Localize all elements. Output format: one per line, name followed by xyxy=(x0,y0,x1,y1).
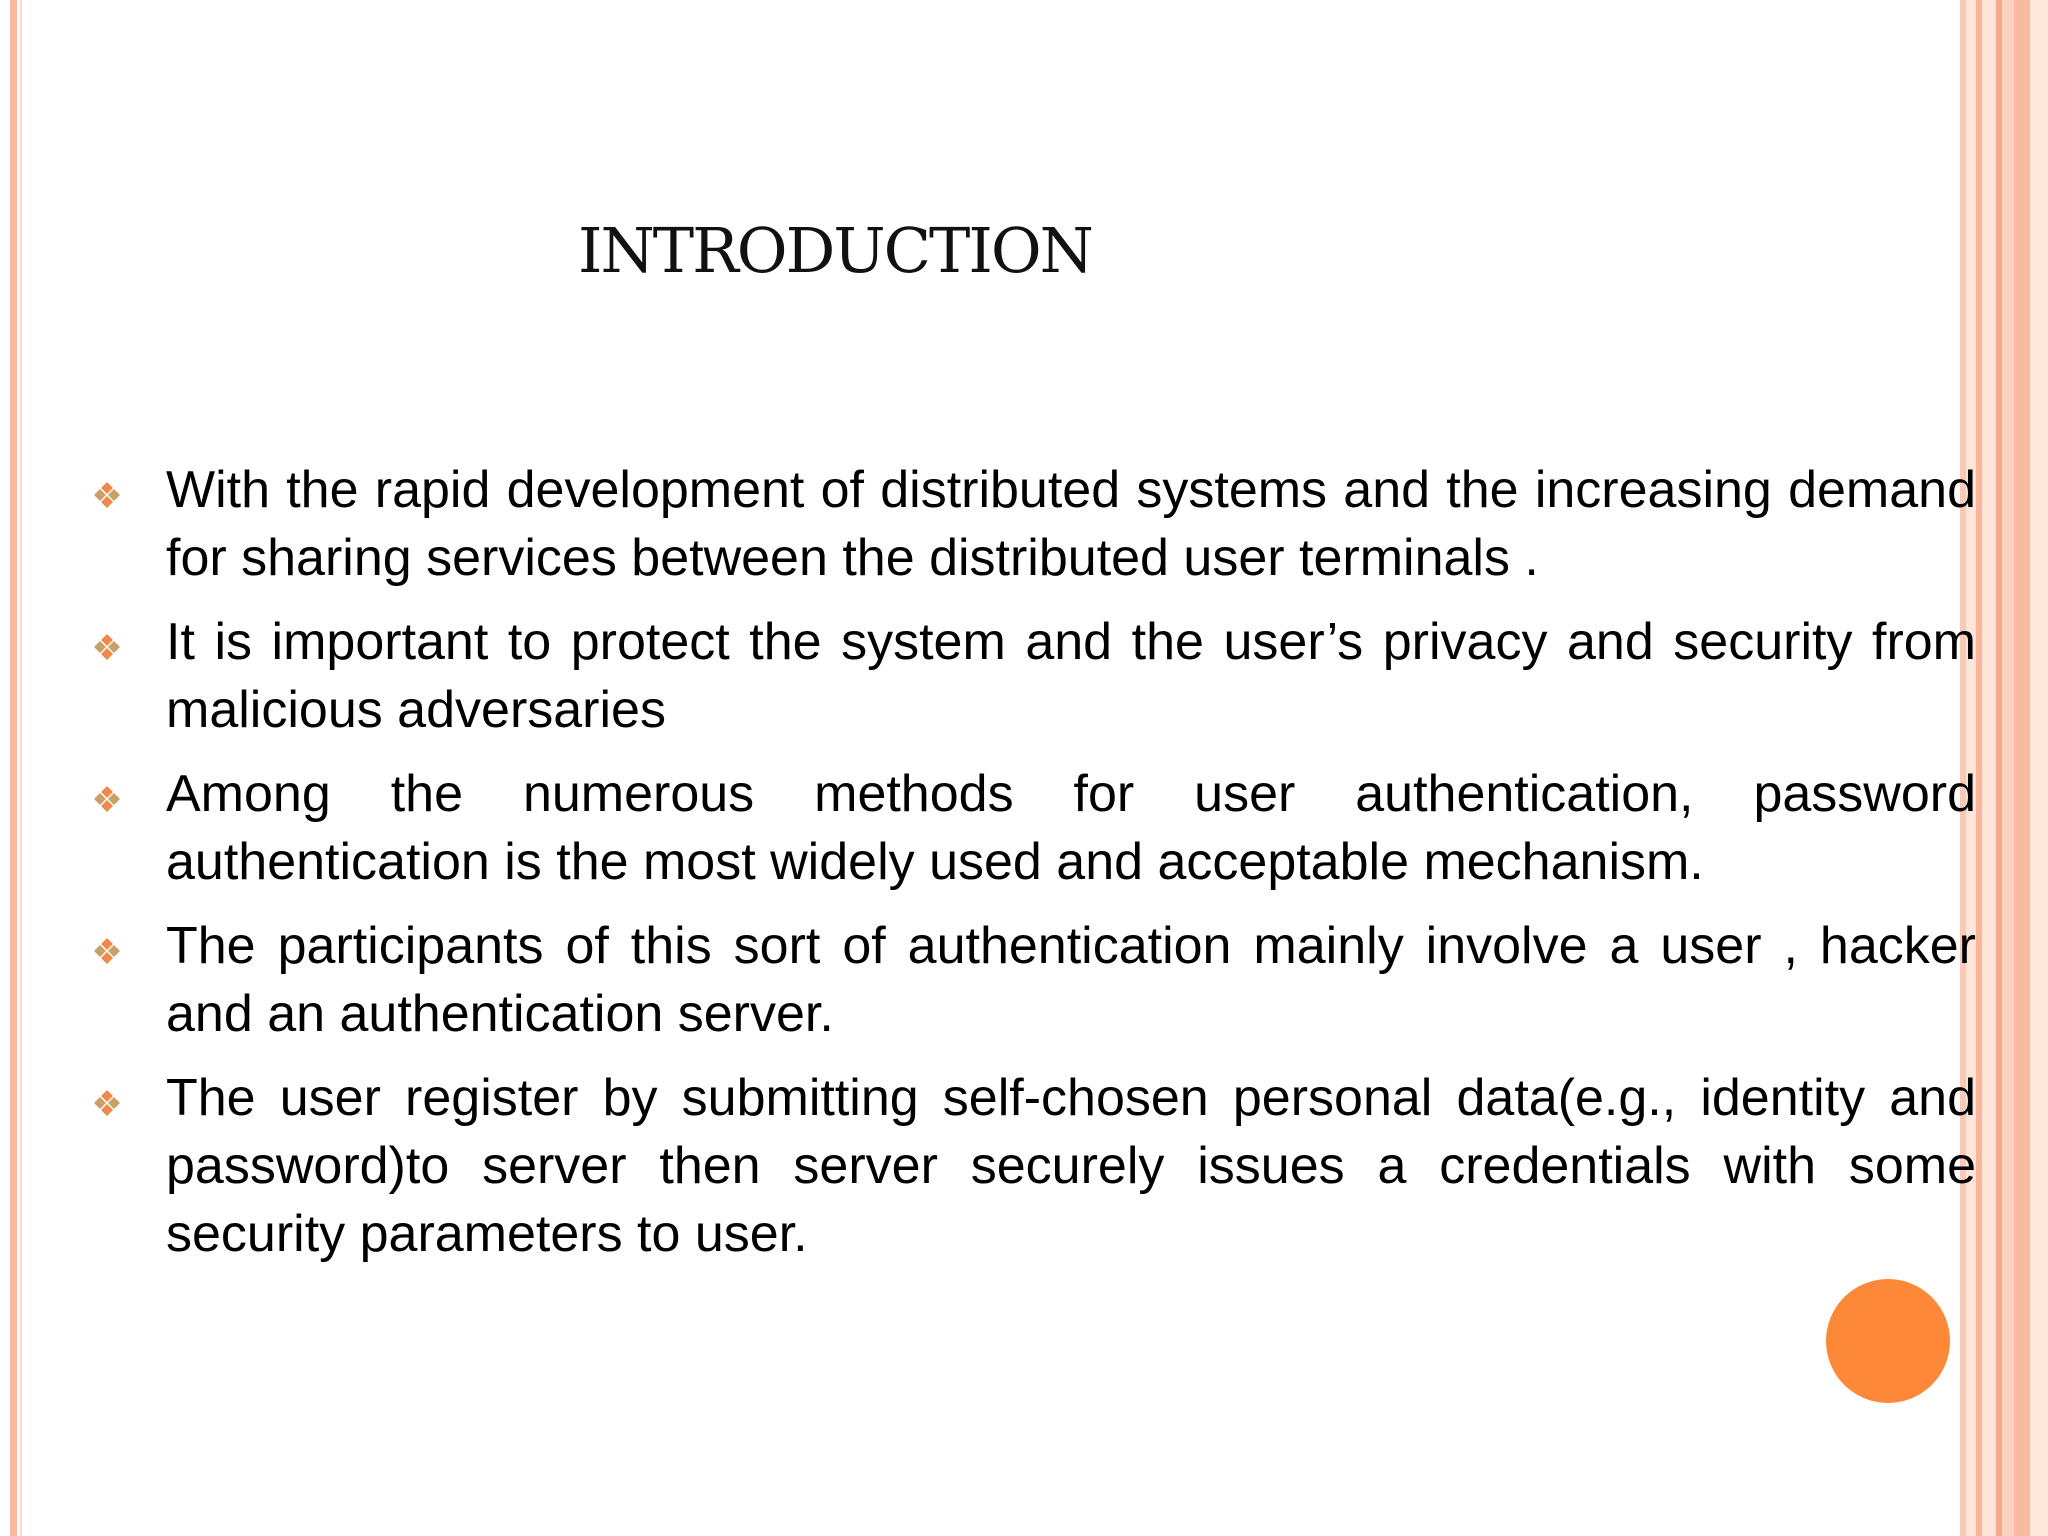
four-diamond-bullet-icon xyxy=(92,480,122,510)
bullet-item xyxy=(88,1064,1976,1268)
slide-title: INTRODUCTION xyxy=(578,214,1092,287)
orange-circle-decoration xyxy=(1826,1279,1950,1403)
four-diamond-bullet-icon xyxy=(92,936,122,966)
right-decor-stripe xyxy=(2030,0,2048,1536)
bullet-item xyxy=(88,456,1976,592)
right-decor-stripe xyxy=(1982,0,1996,1536)
four-diamond-bullet-icon xyxy=(92,784,122,814)
bullet-text: Among the numerous methods for user authentication, password authentication is the most widely used and acceptable mechanism. xyxy=(166,765,1976,891)
bullet-item xyxy=(88,760,1976,896)
bullet-text: With the rapid development of distributed systems and the increasing demand for sharing services between the distributed user terminals . xyxy=(166,461,1976,587)
left-border-inner-stripe xyxy=(20,0,22,1536)
bullet-text: The participants of this sort of authentication mainly involve a user , hacker and an authentication server. xyxy=(166,917,1976,1043)
bullet-item xyxy=(88,608,1976,744)
bullet-list xyxy=(88,456,1976,1284)
right-decor-stripe xyxy=(2014,0,2030,1536)
bullet-item xyxy=(88,912,1976,1048)
bullet-text: The user register by submitting self-chosen personal data(e.g., identity and password)to server then server securely issues a credentials with some security parameters to user. xyxy=(166,1069,1976,1263)
four-diamond-bullet-icon xyxy=(92,632,122,662)
left-border-stripe xyxy=(10,0,17,1536)
right-decor-stripe xyxy=(2002,0,2014,1536)
four-diamond-bullet-icon xyxy=(92,1088,122,1118)
bullet-text: It is important to protect the system and the user’s privacy and security from malicious adversaries xyxy=(166,613,1976,739)
